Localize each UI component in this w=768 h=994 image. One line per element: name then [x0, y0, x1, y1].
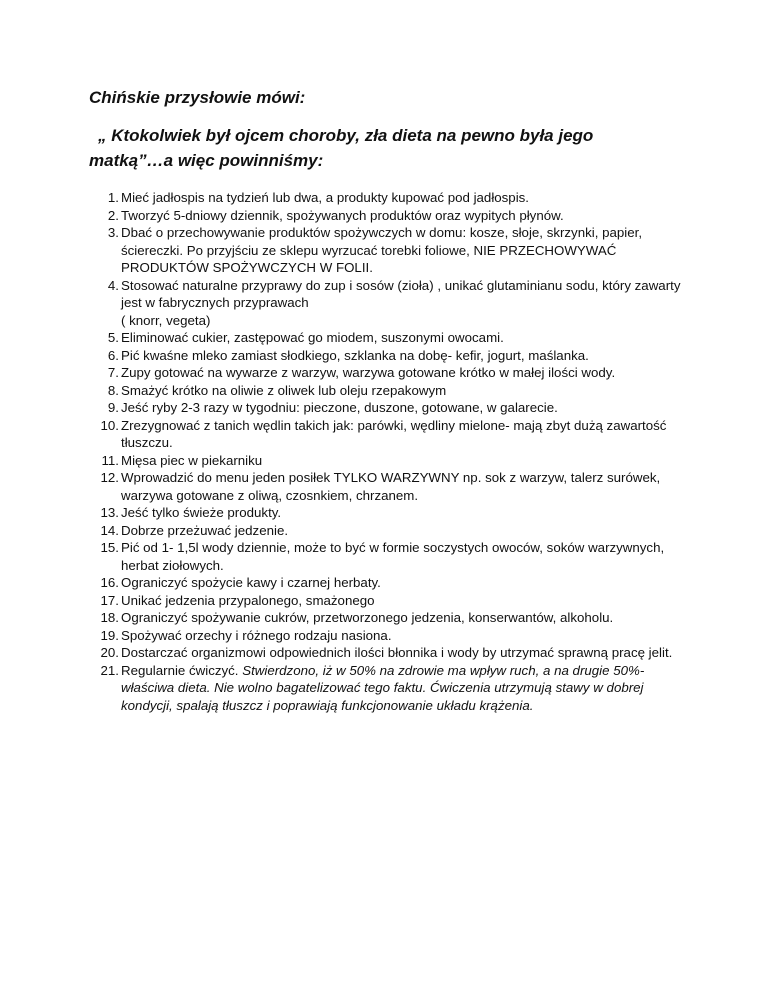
item-number: 5.: [107, 330, 119, 345]
item-number: 1.: [107, 190, 119, 205]
item-number: 18.: [100, 610, 119, 625]
heading: Chińskie przysłowie mówi:: [89, 88, 306, 107]
item-text: Mieć jadłospis na tydzień lub dwa, a produkty kupować pod jadłospis.: [121, 190, 530, 205]
item-text: Pić kwaśne mleko zamiast słodkiego, szklanka na dobę- kefir, jogurt, maślanka.: [121, 347, 589, 363]
item-text: Zrezygnować z tanich wędlin takich jak: parówki, wędliny mielone- mają zbyt dużą zawartość tłuszczu.: [121, 417, 667, 450]
item-number: 20.: [100, 645, 119, 660]
item-text: Dbać o przechowywanie produktów spożywczych w domu: kosze, słoje, skrzynki, papier, ściereczki. Po przyjściu ze sklepu wyrzucać torebki foliowe, NIE PRZECHOWYWAĆ PRODUKTÓW SPOŻYWCZYCH W FOLII.: [121, 225, 643, 275]
item-number: 10.: [100, 417, 119, 433]
item-text: Spożywać orzechy i różnego rodzaju nasiona.: [121, 627, 392, 643]
list-item: [89, 574, 684, 592]
item-number: 7.: [107, 365, 119, 380]
list-item: [89, 522, 684, 540]
item-number: 13.: [100, 505, 119, 520]
item-number: 15.: [100, 540, 119, 555]
list-item: [89, 504, 684, 522]
item-number: 9.: [107, 400, 119, 415]
item-number: 19.: [100, 627, 119, 643]
list-item: [89, 382, 684, 400]
item-text: Zupy gotować na wywarze z warzyw, warzywa gotowane krótko w małej ilości wody.: [121, 365, 616, 380]
item-text: Stosować naturalne przyprawy do zup i sosów (zioła) , unikać glutaminianu sodu, który zawarty jest w fabrycznych przyprawach: [121, 277, 681, 310]
item-text-continuation: ( knorr, vegeta): [121, 312, 211, 328]
item-number: 8.: [107, 382, 119, 398]
item-text: Dostarczać organizmowi odpowiednich ilości błonnika i wody by utrzymać sprawną pracę jelit.: [121, 645, 673, 660]
item-text: Jeść ryby 2-3 razy w tygodniu: pieczone, duszone, gotowane, w galarecie.: [121, 400, 558, 415]
item-number: 17.: [100, 592, 119, 608]
item-text: Dobrze przeżuwać jedzenie.: [121, 522, 289, 538]
item-text: Smażyć krótko na oliwie z oliwek lub oleju rzepakowym: [121, 382, 447, 398]
item-number: 2.: [107, 207, 119, 223]
item-text: Ograniczyć spożycie kawy i czarnej herbaty.: [121, 575, 381, 590]
item-text: Pić od 1- 1,5l wody dziennie, może to być w formie soczystych owoców, soków warzywnych, herbat ziołowych.: [121, 540, 665, 573]
list-item: [89, 592, 684, 610]
list-item: [89, 627, 684, 645]
list-item: [89, 644, 684, 662]
item-text: Eliminować cukier, zastępować go miodem, suszonymi owocami.: [121, 330, 504, 345]
item-text: Mięsa piec w piekarniku: [121, 452, 263, 468]
item-text: Ograniczyć spożywanie cukrów, przetworzonego jedzenia, konserwantów, alkoholu.: [121, 610, 614, 625]
item-number: 21.: [100, 662, 119, 678]
item-number: 6.: [107, 347, 119, 363]
quote-line-1: „ Ktokolwiek był ojcem choroby, zła dieta na pewno była jego: [98, 126, 594, 145]
list-item: [89, 207, 684, 225]
item-number: 3.: [107, 225, 119, 240]
item-number: 11.: [101, 452, 119, 468]
item-text: [121, 663, 644, 713]
list-item: [89, 364, 684, 382]
item-number: 12.: [100, 470, 119, 485]
list-item: [89, 662, 684, 715]
item-number: 4.: [107, 277, 119, 293]
list-item: [89, 452, 684, 470]
list-item: [89, 399, 684, 417]
item-text: Jeść tylko świeże produkty.: [121, 505, 282, 520]
recommendations-list: [89, 189, 684, 714]
item-text: Wprowadzić do menu jeden posiłek TYLKO WARZYWNY np. sok z warzyw, talerz surówek, warzywa gotowane z oliwą, czosnkiem, chrzanem.: [121, 470, 661, 503]
list-item: [89, 277, 684, 330]
quote-line-2: matką”…a więc powinniśmy:: [89, 151, 324, 170]
list-item: [89, 469, 684, 504]
item-text: Unikać jedzenia przypalonego, smażonego: [121, 592, 375, 608]
item-text-regular: Regularnie ćwiczyć.: [121, 662, 243, 678]
list-item: [89, 609, 684, 627]
list-item: [89, 347, 684, 365]
item-text: Tworzyć 5-dniowy dziennik, spożywanych produktów oraz wypitych płynów.: [121, 207, 564, 223]
list-item: [89, 224, 684, 277]
item-text-italic: Stwierdzono, iż w 50% na zdrowie ma wpływ ruch, a na drugie 50%- właściwa dieta. Nie wolno bagatelizować tego faktu. Ćwiczenia utrzymują stawy w dobrej kondycji, spalają tłuszcz i poprawiają funkcjonowanie układu krążenia.: [121, 662, 645, 713]
proverb-quote: [89, 123, 689, 173]
list-item: [89, 539, 684, 574]
list-item: [89, 329, 684, 347]
list-item: [89, 417, 684, 452]
item-number: 16.: [100, 575, 119, 590]
list-item: [89, 189, 684, 207]
item-number: 14.: [100, 522, 119, 538]
